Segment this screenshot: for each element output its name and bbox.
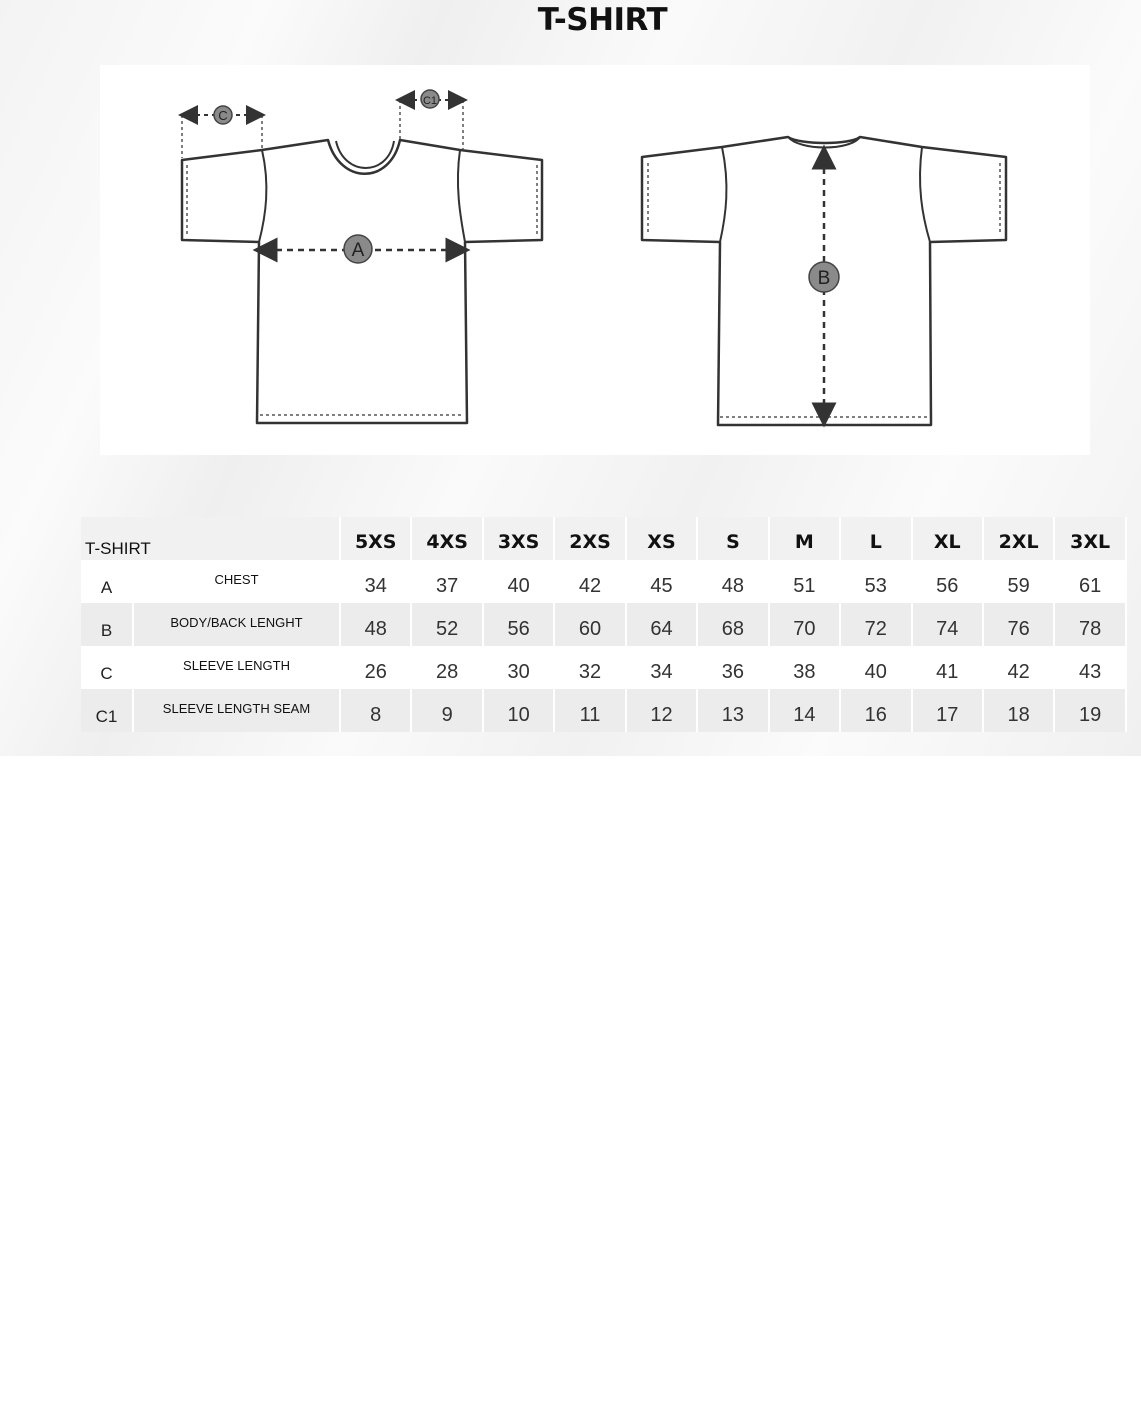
row-label: CHEST (133, 560, 340, 603)
table-cell: 42 (983, 646, 1054, 689)
size-header: 3XL (1054, 517, 1126, 560)
table-cell: 26 (340, 646, 411, 689)
marker-c1-label: C1 (422, 95, 438, 107)
table-row-sleeve-seam (81, 689, 1126, 732)
table-cell: 28 (411, 646, 482, 689)
marker-c1 (400, 90, 463, 149)
table-cell: 38 (769, 646, 840, 689)
size-header: 3XS (483, 517, 554, 560)
size-header: 2XL (983, 517, 1054, 560)
table-cell: 51 (769, 560, 840, 603)
table-cell: 52 (411, 603, 482, 646)
table-row-sleeve-length (81, 646, 1126, 689)
table-cell: 40 (840, 646, 911, 689)
table-cell: 30 (483, 646, 554, 689)
table-cell: 64 (626, 603, 697, 646)
table-cell: 72 (840, 603, 911, 646)
table-cell: 11 (554, 689, 625, 732)
table-cell: 34 (626, 646, 697, 689)
table-corner-label: T-SHIRT (81, 517, 340, 560)
size-header: M (769, 517, 840, 560)
size-header: XS (626, 517, 697, 560)
size-header: 5XS (340, 517, 411, 560)
marker-a (265, 235, 458, 263)
size-header: 2XS (554, 517, 625, 560)
table-cell: 16 (840, 689, 911, 732)
table-cell: 76 (983, 603, 1054, 646)
size-header: S (697, 517, 768, 560)
front-tshirt-outline (182, 140, 542, 423)
table-cell: 32 (554, 646, 625, 689)
table-cell: 18 (983, 689, 1054, 732)
table-cell: 48 (697, 560, 768, 603)
table-cell: 12 (626, 689, 697, 732)
table-cell: 19 (1054, 689, 1126, 732)
table-cell: 43 (1054, 646, 1126, 689)
row-code: C (81, 646, 133, 689)
row-code: C1 (81, 689, 133, 732)
table-cell: 56 (483, 603, 554, 646)
marker-b-label: B (817, 268, 831, 289)
front-stitch-lines (187, 165, 537, 415)
table-cell: 61 (1054, 560, 1126, 603)
size-header: 4XS (411, 517, 482, 560)
table-cell: 40 (483, 560, 554, 603)
table-cell: 34 (340, 560, 411, 603)
row-label: SLEEVE LENGTH SEAM (133, 689, 340, 732)
table-cell: 37 (411, 560, 482, 603)
table-cell: 41 (912, 646, 983, 689)
table-cell: 45 (626, 560, 697, 603)
table-cell: 8 (340, 689, 411, 732)
table-cell: 60 (554, 603, 625, 646)
page-title: T-SHIRT (537, 2, 668, 38)
table-cell: 17 (912, 689, 983, 732)
table-cell: 70 (769, 603, 840, 646)
table-cell: 14 (769, 689, 840, 732)
marker-c (182, 106, 262, 158)
row-label: SLEEVE LENGTH (133, 646, 340, 689)
size-header: XL (912, 517, 983, 560)
table-cell: 42 (554, 560, 625, 603)
marker-a-label: A (351, 240, 365, 261)
tshirt-diagram (100, 65, 1090, 455)
table-cell: 68 (697, 603, 768, 646)
row-code: A (81, 560, 133, 603)
table-cell: 78 (1054, 603, 1126, 646)
table-row-body-length (81, 603, 1126, 646)
table-row-chest (81, 560, 1126, 603)
table-cell: 36 (697, 646, 768, 689)
table-cell: 74 (912, 603, 983, 646)
table-cell: 59 (983, 560, 1054, 603)
size-header: L (840, 517, 911, 560)
table-cell: 48 (340, 603, 411, 646)
table-cell: 9 (411, 689, 482, 732)
row-code: B (81, 603, 133, 646)
table-cell: 53 (840, 560, 911, 603)
marker-b (809, 157, 839, 415)
size-header-row (81, 517, 1126, 560)
table-cell: 10 (483, 689, 554, 732)
table-cell: 56 (912, 560, 983, 603)
row-label: BODY/BACK LENGHT (133, 603, 340, 646)
marker-c-label: C (218, 108, 228, 123)
size-chart-table (81, 517, 1127, 732)
table-cell: 13 (697, 689, 768, 732)
